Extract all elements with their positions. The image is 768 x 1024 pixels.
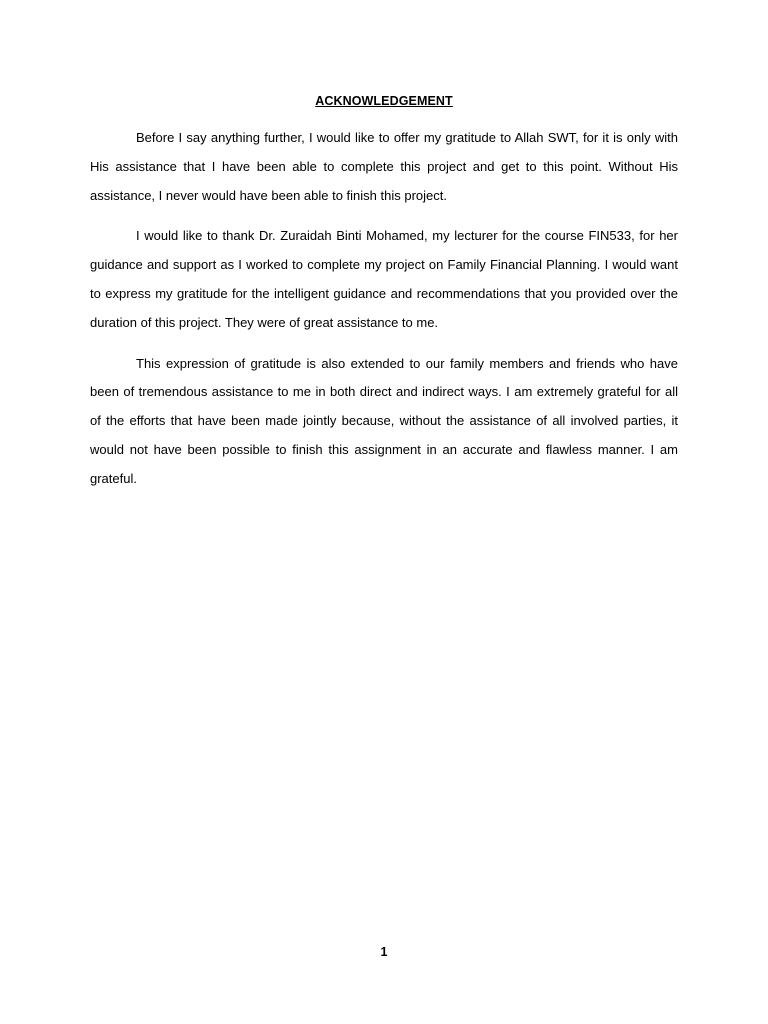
page-number: 1 — [380, 945, 388, 959]
page-title: ACKNOWLEDGEMENT — [315, 94, 453, 108]
paragraph-gratitude-allah: Before I say anything further, I would like to offer my gratitude to Allah SWT, for it is only with His assistance that I have been able to complete this project and get to this point. Without His assistance, I never would have been able to finish this project. — [90, 130, 678, 203]
paragraph-thanks-family-friends: This expression of gratitude is also extended to our family members and friends who have been of tremendous assistance to me in both direct and indirect ways. I am extremely grateful for all of the efforts that have been made jointly because, without the assistance of all involved parties, it would not have been possible to finish this assignment in an accurate and flawless manner. I am grateful. — [90, 355, 678, 486]
paragraph-thanks-lecturer: I would like to thank Dr. Zuraidah Binti Mohamed, my lecturer for the course FIN533, for her guidance and support as I worked to complete my project on Family Financial Planning. I would want to express my gratitude for the intelligent guidance and recommendations that you provided over the duration of this project. They were of great assistance to me. — [90, 228, 678, 330]
acknowledgement-body — [90, 124, 678, 506]
